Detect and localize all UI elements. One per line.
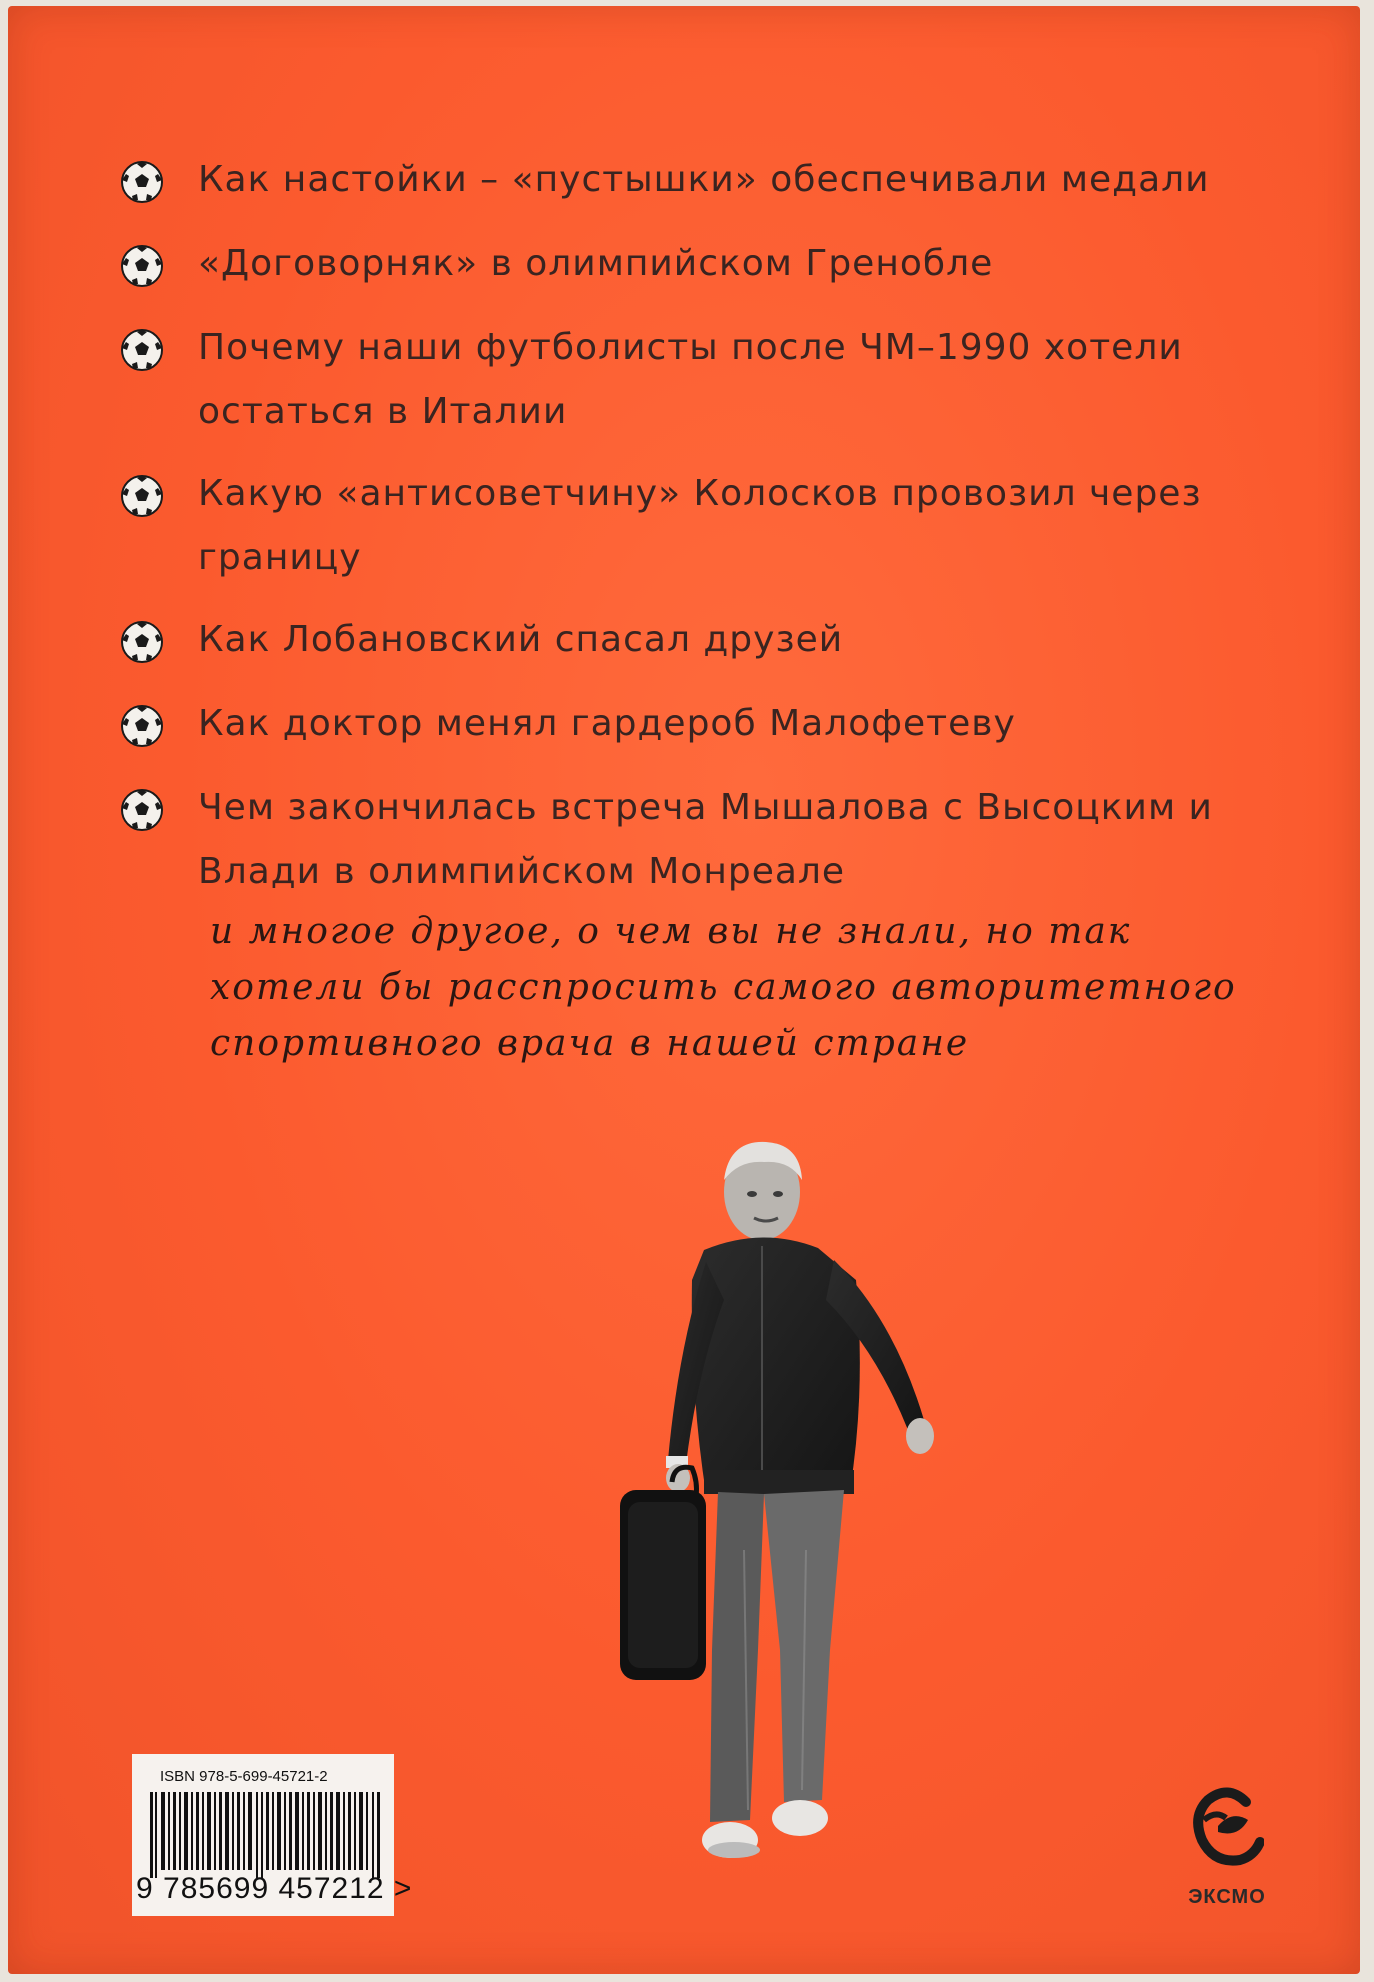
closing-text: и многое другое, о чем вы не знали, но так хотели бы расспросить самого авторитетного спортивного врача в нашей стране xyxy=(210,911,1237,1064)
soccer-ball-icon xyxy=(120,474,164,518)
ean-digits: 9 785699 457212 > xyxy=(136,1872,413,1905)
bullet-item xyxy=(120,786,1238,904)
man-with-suitcase-photo xyxy=(594,1130,954,1910)
bullet-text: Как настойки – «пустышки» обеспечивали медали xyxy=(198,159,1210,200)
bullet-item xyxy=(120,618,843,672)
soccer-ball-icon xyxy=(120,704,164,748)
bullet-text: Чем закончилась встреча Мышалова с Высоцким и Влади в олимпийском Монреале xyxy=(198,787,1213,892)
barcode xyxy=(150,1792,380,1878)
publisher-name: ЭКСМО xyxy=(1188,1886,1266,1908)
soccer-ball-icon xyxy=(120,788,164,832)
barcode-block xyxy=(132,1754,413,1916)
bullet-item xyxy=(120,158,1210,212)
soccer-ball-icon xyxy=(120,620,164,664)
book-back-cover xyxy=(8,6,1360,1974)
bullet-item xyxy=(120,702,1016,756)
eksmo-logo-icon xyxy=(1188,1780,1264,1876)
bullet-text: Как доктор менял гардероб Малофетеву xyxy=(198,703,1016,744)
bullet-text: «Договорняк» в олимпийском Гренобле xyxy=(198,243,994,284)
bullet-item xyxy=(120,326,1258,444)
bullet-item xyxy=(120,472,1238,590)
bullet-item xyxy=(120,242,993,296)
bullet-text: Почему наши футболисты после ЧМ–1990 хотели остаться в Италии xyxy=(198,327,1183,432)
bullet-text: Какую «антисоветчину» Колосков провозил через границу xyxy=(198,473,1202,578)
soccer-ball-icon xyxy=(120,160,164,204)
bullet-text: Как Лобановский спасал друзей xyxy=(198,619,844,660)
publisher-logo xyxy=(1172,1780,1282,1920)
soccer-ball-icon xyxy=(120,244,164,288)
isbn-label: ISBN 978-5-699-45721-2 xyxy=(160,1768,328,1785)
soccer-ball-icon xyxy=(120,328,164,372)
